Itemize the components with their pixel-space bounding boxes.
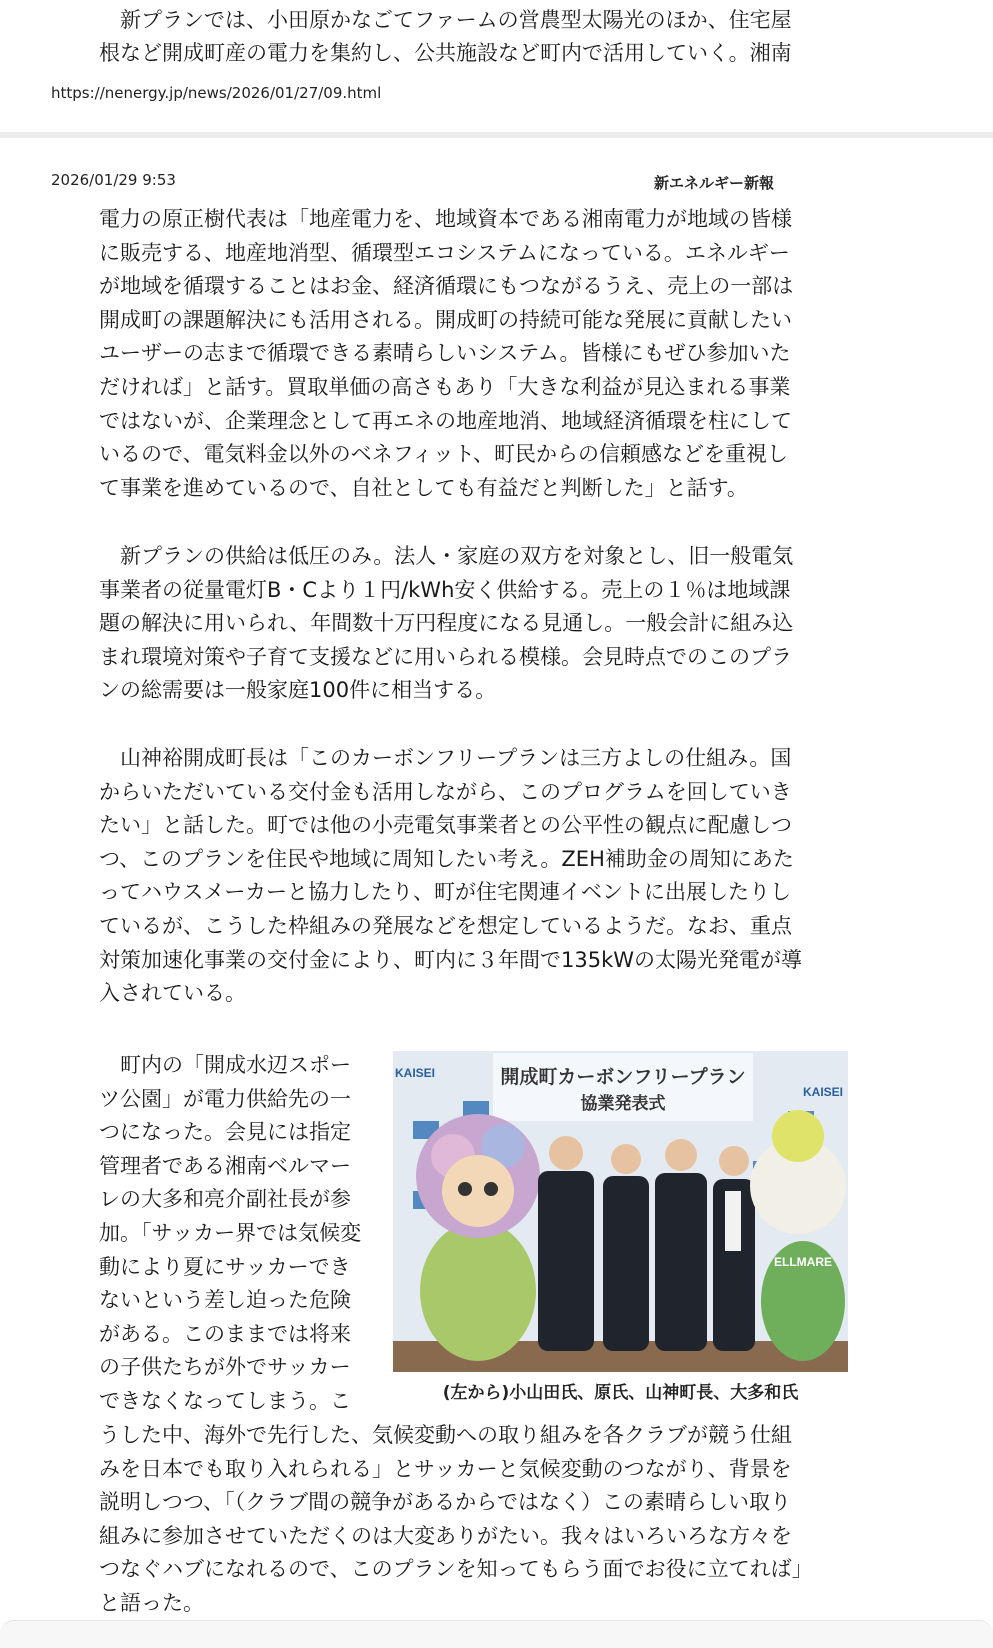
banner-title: 開成町カーボンフリープラン — [500, 1066, 746, 1088]
article-paragraph-1: 電力の原正樹代表は「地産電力を、地域資本である湘南電力が地域の皆様 に販売する、地産地消型、循環型エコシステムになっている。エネルギー が地域を循環することはお金、経済循環にもつながるうえ、売上の一部は 開成町の課題解決にも活用される。開成町の持続可能な発展に貢献したい ユーザーの志まで循環できる素晴らしいシステム。皆様にもぜひ参加いた だければ」と話す。買取単価の高さもあり「大きな利益が見込まれる事業 ではないが、企業理念として再エネの地産地消、地域経済循環を柱にして いるので、電気料金以外のベネフィット、町民からの信頼感などを重視し て事業を進めているので、自社としても有益だと判断した」と話す。 — [99, 207, 794, 500]
article-paragraph-4-continued: うした中、海外で先行した、気候変動への取り組みを各クラブが競う仕組 みを日本でも取り入れられる」とサッカーと気候変動のつながり、背景を 説明しつつ、「（クラブ間の競争があるからではなく）この素晴らしい取り 組みに参加させていただくのは大変ありがたい。我々はいろいろな方々を つなぐハブになれるので、このプランを知ってもらう面でお役に立てれば」 と語った。 — [99, 1423, 813, 1615]
article-paragraph-4-wrapped: 町内の「開成水辺スポー ツ公園」が電力供給先の一 つになった。会見には指定 管理者である湘南ベルマー レの大多和亮介副社長が参 加。「サッカー界では気候変 動により夏にサッカーでき ないという差し迫った危険 がある。このままでは将来 の子供たちが外でサッカー できなくなってしまう。こ — [99, 1053, 362, 1413]
section-divider — [0, 132, 993, 138]
article-source: 新エネルギー新報 — [654, 174, 775, 192]
article-paragraph-3: 山神裕開成町長は「このカーボンフリープランは三方よしの仕組み。国 からいただいている交付金も活用しながら、このプログラムを回していき たい」と話した。町では他の小売電気事業者との公平性の観点に配慮しつ つ、このプランを住民や地域に周知したい考え。ZEH補助金の周知にあた ってハウスメーカーと協力したり、町が住宅関連イベントに出展したりし ているが、こうした枠組みの発展などを想定しているようだ。なお、重点 対策加速化事業の交付金により、町内に３年間で135kWの太陽光発電が導 入されている。 — [99, 746, 803, 1006]
previous-article-excerpt — [0, 0, 993, 132]
press-conference-photo — [393, 1051, 848, 1372]
backdrop-text-left: KAISEI — [395, 1066, 436, 1080]
source-url-link[interactable]: https://nenergy.jp/news/2026/01/27/09.html — [51, 84, 382, 102]
article-timestamp: 2026/01/29 9:53 — [51, 171, 176, 189]
banner-subtitle: 協業発表式 — [580, 1094, 666, 1114]
backdrop-text-right: KAISEI — [803, 1085, 844, 1099]
bottom-sheet-edge — [0, 1620, 993, 1648]
article-paragraph-2: 新プランの供給は低圧のみ。法人・家庭の双方を対象とし、旧一般電気 事業者の従量電灯B・Cより１円/kWh安く供給する。売上の１％は地域課 題の解決に用いられ、年間数十万円程度になる見通し。一般会計に組み込 まれ環境対策や子育て支援などに用いられる模様。会見時点でのこのプラ ンの総需要は一般家庭100件に相当する。 — [99, 544, 794, 703]
mascot-shirt-text: ELLMARE — [774, 1255, 832, 1269]
excerpt-text: 新プランでは、小田原かなごてファームの営農型太陽光のほか、住宅屋 根など開成町産の電力を集約し、公共施設など町内で活用していく。湘南 — [99, 8, 792, 65]
photo-caption: (左から)小山田氏、原氏、山神町長、大多和氏 — [442, 1383, 799, 1403]
